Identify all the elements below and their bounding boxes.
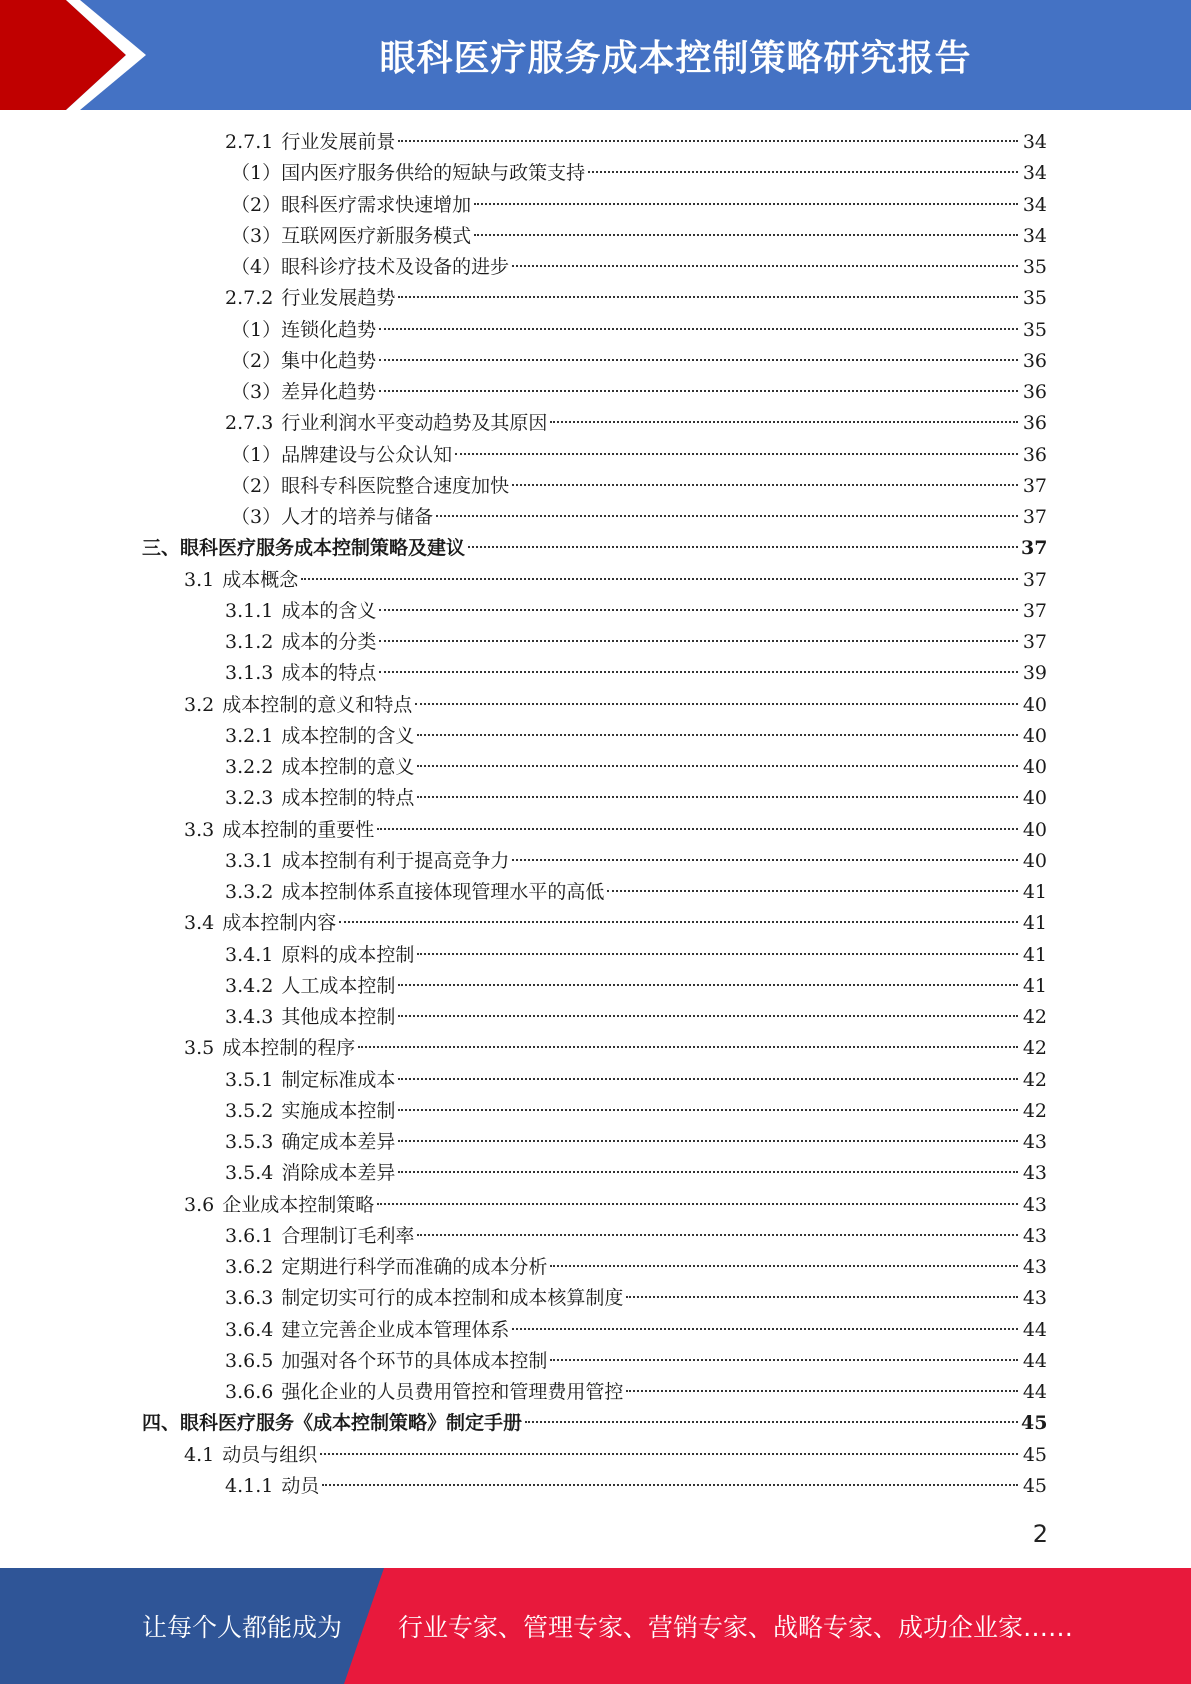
toc-entry-page: 36 xyxy=(1022,443,1047,466)
toc-entry-label xyxy=(231,377,376,408)
page-header xyxy=(0,0,1191,110)
toc-entry-title: 强化企业的人员费用管控和管理费用管控 xyxy=(281,1381,624,1403)
toc-entry-label xyxy=(142,1408,522,1439)
toc-entry-label xyxy=(225,283,395,314)
toc-entry[interactable] xyxy=(0,752,1191,783)
toc-entry-number: 3.1 xyxy=(184,568,215,591)
toc-entry[interactable] xyxy=(0,1158,1191,1189)
toc-dot-leader xyxy=(379,328,1018,330)
toc-entry-page: 37 xyxy=(1022,568,1047,591)
toc-entry[interactable] xyxy=(0,815,1191,846)
toc-dot-leader xyxy=(512,1328,1018,1330)
toc-entry-label xyxy=(225,1002,395,1033)
toc-entry-label xyxy=(184,815,374,846)
toc-entry-title: 成本的含义 xyxy=(281,599,377,622)
toc-entry-label xyxy=(225,1283,623,1314)
toc-entry-title: 成本控制的程序 xyxy=(222,1037,356,1060)
toc-entry-label xyxy=(142,533,465,564)
toc-entry-title: 原料的成本控制 xyxy=(281,943,415,966)
toc-dot-leader xyxy=(301,578,1018,580)
toc-dot-leader xyxy=(474,203,1018,205)
toc-entry[interactable] xyxy=(0,190,1191,221)
toc-entry[interactable] xyxy=(0,783,1191,814)
toc-entry[interactable] xyxy=(0,471,1191,502)
toc-entry-title: 集中化趋势 xyxy=(281,349,377,372)
toc-dot-leader xyxy=(398,1140,1018,1142)
toc-entry[interactable] xyxy=(0,408,1191,439)
report-title: 眼科医疗服务成本控制策略研究报告 xyxy=(379,37,972,79)
toc-entry-number: 2.7.3 xyxy=(225,412,274,435)
toc-entry-page: 42 xyxy=(1022,1006,1047,1028)
toc-dot-leader xyxy=(588,171,1018,173)
toc-entry[interactable] xyxy=(0,1033,1191,1064)
toc-entry-label xyxy=(225,877,604,908)
toc-entry-number: 3.2.2 xyxy=(225,756,274,778)
toc-entry-title: 动员与组织 xyxy=(222,1443,318,1466)
toc-entry[interactable] xyxy=(0,846,1191,877)
toc-entry-page: 45 xyxy=(1021,1412,1048,1435)
toc-entry-number: 3.6.5 xyxy=(225,1349,274,1372)
toc-dot-leader xyxy=(398,1109,1018,1111)
toc-entry-number: 3.4 xyxy=(184,912,215,935)
toc-entry-title: 成本控制的意义 xyxy=(281,756,415,778)
toc-entry-title: 眼科诊疗技术及设备的进步 xyxy=(281,256,510,278)
toc-entry-label xyxy=(184,1190,374,1221)
toc-entry[interactable] xyxy=(0,971,1191,1002)
toc-dot-leader xyxy=(417,796,1018,798)
header-chevron-decoration xyxy=(0,0,150,110)
toc-entry-page: 34 xyxy=(1022,162,1047,185)
toc-dot-leader xyxy=(379,609,1018,611)
toc-entry-page: 34 xyxy=(1022,224,1047,247)
toc-dot-leader xyxy=(417,765,1018,767)
toc-entry-label xyxy=(231,346,376,377)
toc-dot-leader xyxy=(550,1265,1018,1267)
toc-dot-leader xyxy=(417,1234,1018,1236)
toc-entry-label xyxy=(231,315,376,346)
toc-entry[interactable] xyxy=(0,658,1191,689)
toc-dot-leader xyxy=(377,1203,1018,1205)
toc-entry-label xyxy=(225,971,395,1002)
toc-entry-label xyxy=(231,221,471,252)
toc-entry[interactable] xyxy=(0,283,1191,314)
footer-slogan-right: 行业专家、管理专家、营销专家、战略专家、成功企业家…… xyxy=(398,1613,1074,1642)
toc-entry[interactable] xyxy=(0,502,1191,533)
toc-entry[interactable] xyxy=(0,1221,1191,1252)
toc-dot-leader xyxy=(320,1453,1018,1455)
toc-entry[interactable] xyxy=(0,1408,1191,1439)
toc-dot-leader xyxy=(379,671,1018,673)
toc-dot-leader xyxy=(607,890,1018,892)
toc-entry-page: 37 xyxy=(1022,506,1047,528)
toc-entry-page: 43 xyxy=(1022,1224,1047,1247)
toc-dot-leader xyxy=(436,515,1018,517)
toc-entry-number: 3.4.3 xyxy=(225,1006,274,1028)
toc-entry-label xyxy=(184,690,412,721)
toc-entry-title: 人才的培养与储备 xyxy=(281,506,434,528)
toc-entry[interactable] xyxy=(0,940,1191,971)
toc-entry-label xyxy=(225,627,376,658)
toc-entry-label xyxy=(231,190,471,221)
toc-dot-leader xyxy=(417,734,1018,736)
toc-entry-title: 确定成本差异 xyxy=(281,1131,396,1153)
toc-entry-title: 合理制订毛利率 xyxy=(281,1224,415,1247)
toc-entry[interactable] xyxy=(0,252,1191,283)
toc-dot-leader xyxy=(398,984,1018,986)
page-number: 2 xyxy=(1032,1520,1048,1548)
toc-entry-label xyxy=(231,440,452,471)
toc-entry-title: 成本控制的重要性 xyxy=(222,818,375,841)
toc-dot-leader xyxy=(398,1015,1018,1017)
toc-entry-title: 成本控制的含义 xyxy=(281,724,415,747)
toc-entry-label xyxy=(225,1315,509,1346)
toc-entry-page: 40 xyxy=(1022,787,1047,810)
toc-dot-leader xyxy=(398,140,1018,142)
toc-entry-title: 眼科医疗服务成本控制策略及建议 xyxy=(180,537,466,560)
toc-dot-leader xyxy=(455,453,1018,455)
toc-entry-title: 行业发展趋势 xyxy=(281,287,396,310)
toc-entry-title: 动员 xyxy=(281,1474,320,1497)
toc-entry-label xyxy=(225,1221,414,1252)
toc-entry-page: 41 xyxy=(1022,881,1047,903)
toc-entry-label xyxy=(225,1096,395,1127)
toc-entry-page: 41 xyxy=(1022,943,1047,966)
toc-entry-page: 45 xyxy=(1022,1474,1047,1497)
toc-entry-title: 成本控制体系直接体现管理水平的高低 xyxy=(281,881,605,903)
toc-entry-number: 4.1 xyxy=(184,1443,215,1466)
toc-entry-number: 3.6.4 xyxy=(225,1318,274,1341)
toc-entry[interactable] xyxy=(0,158,1191,189)
toc-entry-number: 3.5.4 xyxy=(225,1162,274,1185)
toc-entry-title: 成本控制的意义和特点 xyxy=(222,693,413,716)
toc-entry-number: （1） xyxy=(231,443,282,466)
toc-entry-page: 40 xyxy=(1022,756,1047,778)
toc-entry-title: 企业成本控制策略 xyxy=(222,1193,375,1216)
toc-entry-label xyxy=(184,1440,317,1471)
toc-entry-page: 40 xyxy=(1022,849,1047,872)
toc-entry-title: 连锁化趋势 xyxy=(281,318,377,341)
toc-entry-number: （3） xyxy=(231,224,282,247)
toc-entry-title: 行业发展前景 xyxy=(281,131,396,153)
toc-entry-page: 35 xyxy=(1022,287,1047,310)
toc-entry-number: 3.5 xyxy=(184,1037,215,1060)
toc-entry[interactable] xyxy=(0,1002,1191,1033)
toc-entry-page: 40 xyxy=(1022,693,1047,716)
toc-entry-page: 37 xyxy=(1022,599,1047,622)
toc-entry-title: 制定标准成本 xyxy=(281,1068,396,1091)
toc-entry-number: 3.3.1 xyxy=(225,849,274,872)
toc-entry-title: 制定切实可行的成本控制和成本核算制度 xyxy=(281,1287,624,1310)
toc-entry-number: 3.3 xyxy=(184,818,215,841)
toc-entry-label xyxy=(225,1377,623,1408)
toc-entry-page: 42 xyxy=(1022,1037,1047,1060)
toc-entry-page: 43 xyxy=(1022,1256,1047,1278)
toc-entry-label xyxy=(225,1252,547,1283)
toc-entry-number: 四、 xyxy=(142,1412,181,1435)
toc-entry-label xyxy=(225,1158,395,1189)
toc-dot-leader xyxy=(398,296,1018,298)
toc-entry-page: 36 xyxy=(1022,381,1047,403)
toc-entry-title: 眼科医疗服务《成本控制策略》制定手册 xyxy=(180,1412,523,1435)
toc-entry[interactable] xyxy=(0,1283,1191,1314)
toc-entry[interactable] xyxy=(0,1127,1191,1158)
toc-entry-label xyxy=(225,846,509,877)
toc-dot-leader xyxy=(379,359,1018,361)
toc-entry-page: 40 xyxy=(1022,724,1047,747)
toc-entry-page: 42 xyxy=(1022,1099,1047,1122)
toc-entry[interactable] xyxy=(0,1471,1191,1502)
toc-entry-number: （3） xyxy=(231,381,282,403)
toc-dot-leader xyxy=(550,1359,1018,1361)
toc-entry-title: 成本控制的特点 xyxy=(281,787,415,810)
toc-entry-title: 眼科医疗需求快速增加 xyxy=(281,193,472,216)
toc-entry-label xyxy=(231,471,509,502)
toc-dot-leader xyxy=(417,953,1018,955)
toc-entry-title: 其他成本控制 xyxy=(281,1006,396,1028)
toc-entry-title: 建立完善企业成本管理体系 xyxy=(281,1318,510,1341)
toc-entry-label xyxy=(231,158,585,189)
toc-dot-leader xyxy=(358,1046,1018,1048)
toc-entry-title: 成本概念 xyxy=(222,568,299,591)
toc-entry-number: （1） xyxy=(231,162,282,185)
toc-entry-label xyxy=(225,1471,319,1502)
toc-entry[interactable] xyxy=(0,377,1191,408)
toc-entry[interactable] xyxy=(0,565,1191,596)
toc-entry[interactable] xyxy=(0,596,1191,627)
toc-entry-number: （2） xyxy=(231,474,282,497)
toc-entry[interactable] xyxy=(0,1096,1191,1127)
toc-entry-page: 41 xyxy=(1022,974,1047,997)
toc-entry-title: 成本的特点 xyxy=(281,662,377,685)
toc-entry-number: （4） xyxy=(231,256,282,278)
toc-entry-number: 2.7.2 xyxy=(225,287,274,310)
toc-entry-number: 3.6.2 xyxy=(225,1256,274,1278)
toc-dot-leader xyxy=(512,484,1018,486)
toc-entry-label xyxy=(225,1065,395,1096)
toc-dot-leader xyxy=(322,1484,1018,1486)
toc-dot-leader xyxy=(379,640,1018,642)
toc-entry-number: 三、 xyxy=(142,537,181,560)
toc-dot-leader xyxy=(468,546,1018,548)
toc-entry-title: 加强对各个环节的具体成本控制 xyxy=(281,1349,548,1372)
toc-entry[interactable] xyxy=(0,533,1191,564)
toc-entry-number: 3.1.1 xyxy=(225,599,274,622)
toc-entry-number: 3.5.3 xyxy=(225,1131,274,1153)
toc-entry-title: 人工成本控制 xyxy=(281,974,396,997)
toc-entry-title: 成本的分类 xyxy=(281,631,377,653)
toc-entry[interactable] xyxy=(0,1346,1191,1377)
toc-entry-number: 3.1.3 xyxy=(225,662,274,685)
toc-entry-title: 行业利润水平变动趋势及其原因 xyxy=(281,412,548,435)
table-of-contents xyxy=(0,127,1191,1502)
toc-entry-title: 成本控制有利于提高竞争力 xyxy=(281,849,510,872)
toc-entry-title: 眼科专科医院整合速度加快 xyxy=(281,474,510,497)
toc-entry-number: 3.5.2 xyxy=(225,1099,274,1122)
toc-entry-label xyxy=(225,783,414,814)
toc-entry-number: 3.2.3 xyxy=(225,787,274,810)
toc-entry-number: 3.5.1 xyxy=(225,1068,274,1091)
toc-entry-label xyxy=(184,1033,355,1064)
toc-entry-number: 3.2 xyxy=(184,693,215,716)
toc-entry[interactable] xyxy=(0,721,1191,752)
toc-entry-number: 3.6.6 xyxy=(225,1381,274,1403)
toc-entry[interactable] xyxy=(0,690,1191,721)
toc-entry-page: 43 xyxy=(1022,1287,1047,1310)
toc-entry-number: 3.1.2 xyxy=(225,631,274,653)
toc-entry-title: 差异化趋势 xyxy=(281,381,377,403)
toc-entry-label xyxy=(225,127,395,158)
toc-entry-number: （2） xyxy=(231,193,282,216)
toc-entry-page: 43 xyxy=(1022,1131,1047,1153)
toc-entry-page: 37 xyxy=(1022,631,1047,653)
toc-entry-title: 实施成本控制 xyxy=(281,1099,396,1122)
toc-entry-number: 3.6.3 xyxy=(225,1287,274,1310)
toc-entry-title: 消除成本差异 xyxy=(281,1162,396,1185)
toc-entry-number: 3.4.1 xyxy=(225,943,274,966)
toc-dot-leader xyxy=(398,1078,1018,1080)
toc-entry-label xyxy=(225,752,414,783)
toc-entry-number: 3.4.2 xyxy=(225,974,274,997)
toc-dot-leader xyxy=(379,390,1018,392)
toc-entry-page: 45 xyxy=(1022,1443,1047,1466)
footer-slogan-left: 让每个人都能成为 xyxy=(142,1613,343,1642)
toc-entry[interactable] xyxy=(0,1065,1191,1096)
toc-entry-page: 37 xyxy=(1022,474,1047,497)
toc-entry-title: 互联网医疗新服务模式 xyxy=(281,224,472,247)
toc-entry[interactable] xyxy=(0,1440,1191,1471)
toc-entry-label xyxy=(225,1127,395,1158)
toc-dot-leader xyxy=(398,1171,1018,1173)
toc-entry-label xyxy=(225,596,376,627)
toc-entry-page: 43 xyxy=(1022,1162,1047,1185)
toc-dot-leader xyxy=(626,1390,1018,1392)
toc-dot-leader xyxy=(474,234,1018,236)
toc-entry-title: 品牌建设与公众认知 xyxy=(281,443,453,466)
toc-entry-number: （1） xyxy=(231,318,282,341)
toc-entry-number: 3.2.1 xyxy=(225,724,274,747)
page-footer xyxy=(0,1568,1191,1684)
toc-dot-leader xyxy=(415,703,1018,705)
toc-dot-leader xyxy=(550,421,1018,423)
toc-entry[interactable] xyxy=(0,1190,1191,1221)
toc-entry-label xyxy=(225,658,376,689)
toc-entry-page: 39 xyxy=(1022,662,1047,685)
toc-entry-label xyxy=(231,502,433,533)
toc-entry-page: 36 xyxy=(1022,412,1047,435)
toc-entry-label xyxy=(225,408,547,439)
toc-entry[interactable] xyxy=(0,627,1191,658)
toc-entry-number: （2） xyxy=(231,349,282,372)
toc-entry-page: 34 xyxy=(1022,131,1047,153)
toc-entry[interactable] xyxy=(0,1252,1191,1283)
toc-entry-page: 36 xyxy=(1022,349,1047,372)
toc-entry-page: 37 xyxy=(1021,537,1048,560)
toc-dot-leader xyxy=(525,1421,1018,1423)
toc-entry-number: 3.3.2 xyxy=(225,881,274,903)
toc-entry[interactable] xyxy=(0,440,1191,471)
toc-entry-title: 国内医疗服务供给的短缺与政策支持 xyxy=(281,162,586,185)
toc-entry-label xyxy=(184,565,298,596)
toc-entry[interactable] xyxy=(0,346,1191,377)
toc-entry-label xyxy=(225,940,414,971)
toc-entry[interactable] xyxy=(0,908,1191,939)
toc-entry-label xyxy=(225,1346,547,1377)
toc-dot-leader xyxy=(626,1296,1018,1298)
toc-entry[interactable] xyxy=(0,127,1191,158)
toc-entry[interactable] xyxy=(0,1315,1191,1346)
toc-entry-page: 40 xyxy=(1022,818,1047,841)
toc-entry-page: 44 xyxy=(1022,1318,1047,1341)
toc-entry-title: 成本控制内容 xyxy=(222,912,337,935)
toc-dot-leader xyxy=(512,859,1018,861)
toc-entry-label xyxy=(225,721,414,752)
toc-entry-page: 35 xyxy=(1022,318,1047,341)
toc-entry-page: 41 xyxy=(1022,912,1047,935)
toc-entry-number: 3.6 xyxy=(184,1193,215,1216)
toc-entry-number: 4.1.1 xyxy=(225,1474,274,1497)
toc-entry-label xyxy=(184,908,336,939)
toc-dot-leader xyxy=(339,921,1018,923)
toc-entry-title: 定期进行科学而准确的成本分析 xyxy=(281,1256,548,1278)
toc-entry-number: （3） xyxy=(231,506,282,528)
toc-entry-page: 43 xyxy=(1022,1193,1047,1216)
toc-entry[interactable] xyxy=(0,1377,1191,1408)
toc-entry-number: 3.6.1 xyxy=(225,1224,274,1247)
toc-entry-page: 44 xyxy=(1022,1349,1047,1372)
toc-entry-page: 34 xyxy=(1022,193,1047,216)
toc-entry-page: 44 xyxy=(1022,1381,1047,1403)
toc-dot-leader xyxy=(512,265,1018,267)
toc-entry-page: 42 xyxy=(1022,1068,1047,1091)
toc-entry-page: 35 xyxy=(1022,256,1047,278)
toc-entry[interactable] xyxy=(0,221,1191,252)
toc-entry[interactable] xyxy=(0,315,1191,346)
toc-dot-leader xyxy=(377,828,1018,830)
toc-entry-number: 2.7.1 xyxy=(225,131,274,153)
toc-entry[interactable] xyxy=(0,877,1191,908)
toc-entry-label xyxy=(231,252,509,283)
